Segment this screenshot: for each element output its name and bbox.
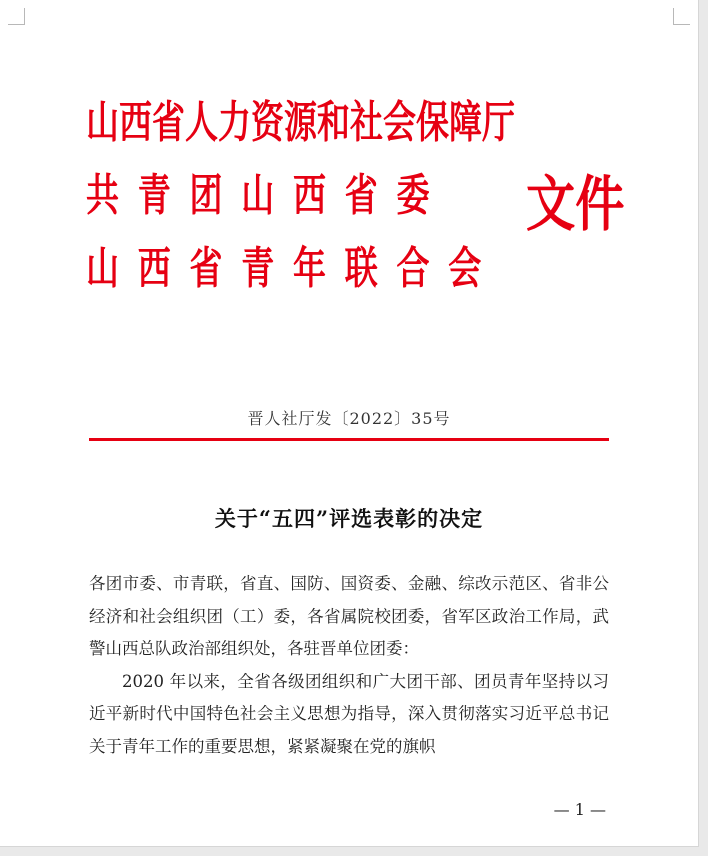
crop-mark-top-left [8,8,25,25]
issuer-line-youth-league: 共青团山西省委 [86,170,449,221]
issuer-line-youth-federation: 山西省青年联合会 [86,243,500,294]
issuer-header [86,97,626,341]
document-body [89,568,609,763]
document-type-label: 文件 [526,170,625,240]
document-title: 关于“五四”评选表彰的决定 [214,506,484,531]
red-separator-line [89,438,609,441]
page-number: — 1 — [553,800,606,819]
issuer-names [86,97,518,320]
document-number: 晋人社厅发〔2022〕35号 [247,409,451,428]
body-paragraph: 2020 年以来，全省各级团组织和广大团干部、团员青年坚持以习近平新时代中国特色社会主义思想为指导，深入贯彻落实习近平总书记关于青年工作的重要思想，紧紧凝聚在党的旗帜 [89,671,609,756]
crop-mark-top-right [673,8,690,25]
addressee-paragraph: 各团市委、市青联，省直、国防、国资委、金融、综改示范区、省非公经济和社会组织团（工）委，各省属院校团委，省军区政治工作局，武警山西总队政治部组织处，各驻晋单位团委： [89,574,609,658]
issuer-line-hrss: 山西省人力资源和社会保障厅 [86,97,515,148]
